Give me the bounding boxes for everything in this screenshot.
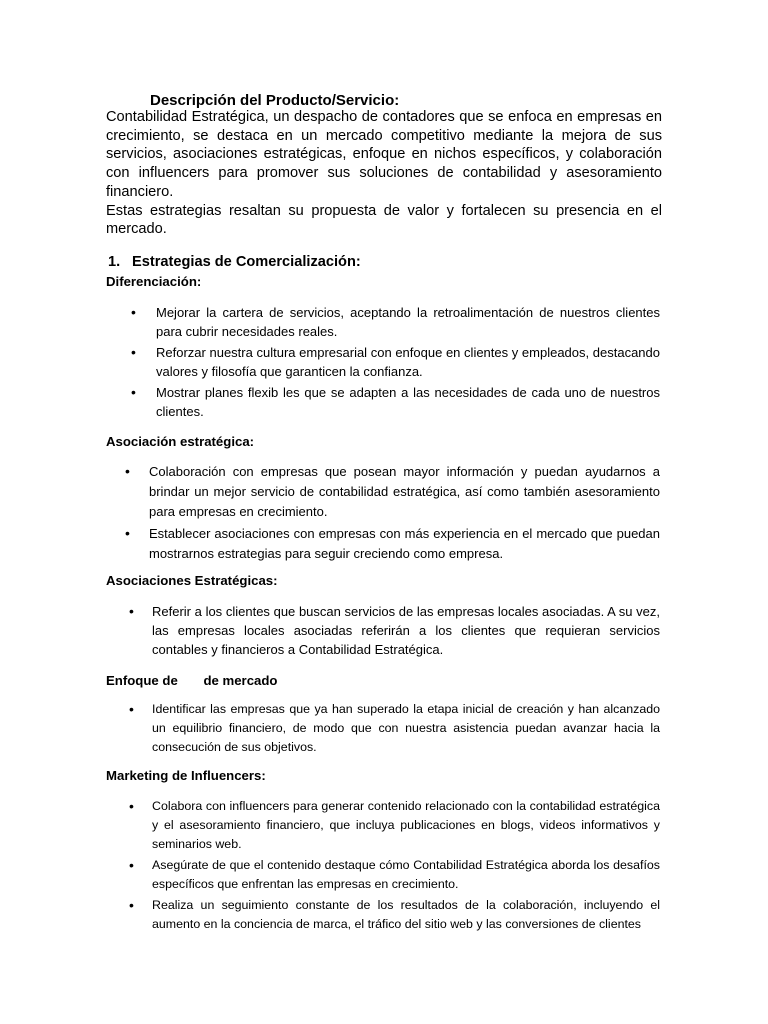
list-item <box>129 856 660 894</box>
list-diferenciacion <box>131 303 660 423</box>
list-item-text: Mejorar la cartera de servicios, aceptando la retroalimentación de nuestros clientes para cubrir necesidades reales. <box>156 305 660 339</box>
list-item-text: Establecer asociaciones con empresas con más experiencia en el mercado que puedan mostrarnos estrategias para seguir creciendo como empresa. <box>149 526 660 561</box>
list-item <box>129 797 660 854</box>
intro-text <box>106 108 662 239</box>
subheading-asociaciones: Asociaciones Estratégicas: <box>106 573 278 588</box>
list-item-text: Reforzar nuestra cultura empresarial con enfoque en clientes y empleados, destacando valores y filosofía que garanticen la confianza. <box>156 345 660 379</box>
list-asociacion <box>125 462 660 566</box>
list-item <box>131 343 660 381</box>
section-title-text: Estrategias de Comercialización: <box>132 254 361 270</box>
bullet-icon: • <box>131 344 136 360</box>
bullet-icon: • <box>131 384 136 400</box>
list-item <box>129 602 660 659</box>
list-item <box>125 524 660 564</box>
bullet-icon: • <box>125 525 130 541</box>
subheading-marketing: Marketing de Influencers: <box>106 768 266 783</box>
intro-title: Descripción del Producto/Servicio: <box>150 92 400 109</box>
list-item-text: Identificar las empresas que ya han superado la etapa inicial de creación y han alcanzado un equilibrio financiero, de modo que con nuestra asistencia puedan avanzar hacia la consecución de sus objetivos. <box>152 702 660 754</box>
list-item-text: Realiza un seguimiento constante de los resultados de la colaboración, incluyendo el aumento en la conciencia de marca, el tráfico del sitio web y las conversiones de clientes <box>152 898 660 931</box>
bullet-icon: • <box>125 463 130 479</box>
intro-paragraph: Estas estrategias resaltan su propuesta de valor y fortalecen su presencia en el mercado. <box>106 202 662 238</box>
list-item-text: Asegúrate de que el contenido destaque cómo Contabilidad Estratégica aborda los desafíos específicos que enfrentan las empresas en crecimiento. <box>152 858 660 891</box>
list-item <box>131 383 660 421</box>
bullet-icon: • <box>131 304 136 320</box>
list-item-text: Mostrar planes flexib les que se adapten a las necesidades de cada uno de nuestros clientes. <box>156 385 660 419</box>
list-marketing <box>129 797 660 936</box>
list-item-text: Referir a los clientes que buscan servicios de las empresas locales asociadas. A su vez, las empresas locales asociadas referirán a los clientes que requieran servicios contables y financieros a Contabilidad Estratégica. <box>152 604 660 657</box>
subheading-asociacion: Asociación estratégica: <box>106 434 255 449</box>
list-item-text: Colaboración con empresas que posean mayor información y puedan ayudarnos a brindar un mejor servicio de contabilidad estratégica, así como también asesoramiento para empresas en crecimiento. <box>149 464 660 519</box>
section-title <box>108 254 361 270</box>
bullet-icon: • <box>129 603 134 619</box>
section-number: 1. <box>108 254 121 270</box>
list-asociaciones <box>129 602 660 661</box>
list-enfoque <box>129 700 660 759</box>
list-item <box>125 462 660 522</box>
bullet-icon: • <box>129 857 134 873</box>
bullet-icon: • <box>129 798 134 814</box>
intro-paragraph: Contabilidad Estratégica, un despacho de contadores que se enfoca en empresas en crecimiento, se destaca en un mercado competitivo mediante la mejora de sus servicios, asociaciones estratégicas, enfoque en nichos específicos, y colaboración con influencers para promover sus soluciones de contabilidad y asesoramiento financiero. <box>106 109 662 200</box>
list-item-text: Colabora con influencers para generar contenido relacionado con la contabilidad estratégica y el asesoramiento financiero, que incluya publicaciones en blogs, videos informativos y seminarios web. <box>152 799 660 851</box>
list-item <box>129 896 660 934</box>
subheading-enfoque: Enfoque de de mercado <box>106 673 278 688</box>
list-item <box>129 700 660 757</box>
bullet-icon: • <box>129 701 134 717</box>
subheading-diferenciacion: Diferenciación: <box>106 274 202 289</box>
bullet-icon: • <box>129 897 134 913</box>
list-item <box>131 303 660 341</box>
